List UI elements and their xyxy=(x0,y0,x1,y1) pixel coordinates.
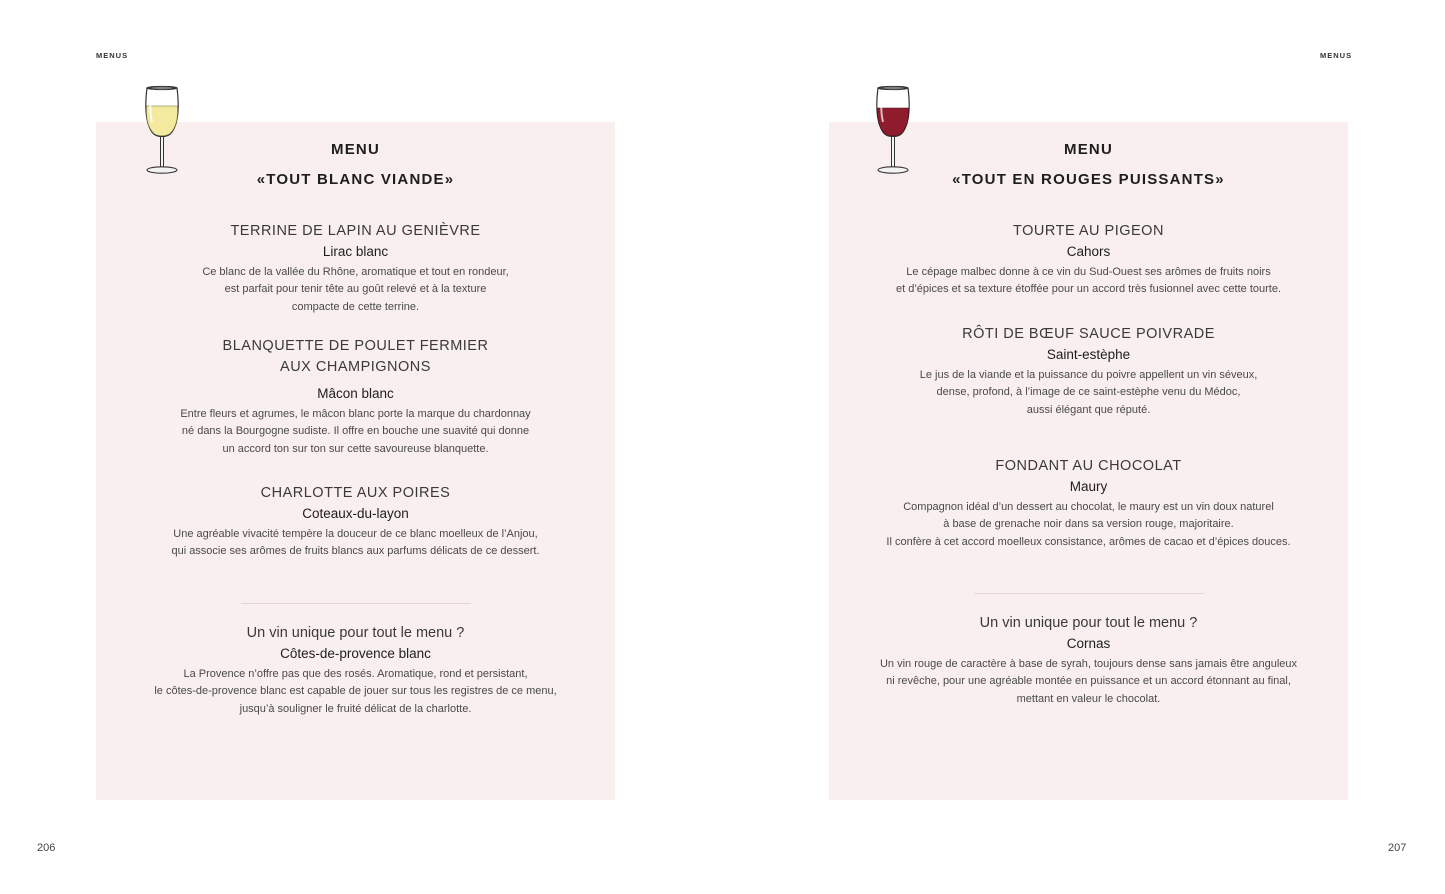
red-wine-glass-icon xyxy=(873,84,913,176)
description-line: Entre fleurs et agrumes, le mâcon blanc porte la marque du chardonnay xyxy=(180,408,531,420)
wine-name: Cornas xyxy=(1066,636,1111,651)
wine-name: Mâcon blanc xyxy=(317,386,394,401)
wine-description xyxy=(829,367,1348,419)
wine-description xyxy=(96,264,615,316)
running-head-left: MENUS xyxy=(96,51,129,60)
wine-name: Maury xyxy=(1069,479,1108,494)
description-line: dense, profond, à l’image de ce saint-estèphe venu du Médoc, xyxy=(936,386,1241,399)
description-line: jusqu’à souligner le fruité délicat de la charlotte. xyxy=(239,702,472,715)
wine-name: Cahors xyxy=(1066,244,1111,259)
menu-title: «TOUT EN ROUGES PUISSANTS» xyxy=(952,171,1225,188)
menu-label: MENU xyxy=(1064,141,1113,158)
menu-title: «TOUT BLANC VIANDE» xyxy=(256,171,455,188)
course-entree xyxy=(829,221,1348,299)
description-line: né dans la Bourgogne sudiste. Il offre en bouche une suavité qui donne xyxy=(181,425,530,438)
wine-name: Côtes-de-provence blanc xyxy=(280,646,431,661)
description-line: ni revêche, pour une agréable montée en puissance et un accord étonnant au final, xyxy=(886,675,1291,688)
unique-wine-question: Un vin unique pour tout le menu ? xyxy=(246,625,465,641)
description-line: aussi élégant que réputé. xyxy=(1026,403,1151,416)
description-line: La Provence n’offre pas que des rosés. Aromatique, rond et persistant, xyxy=(183,668,528,680)
divider xyxy=(241,603,471,604)
description-line: Une agréable vivacité tempère la douceur de ce blanc moelleux de l’Anjou, xyxy=(173,528,538,540)
dish-name: RÔTI DE BŒUF SAUCE POIVRADE xyxy=(962,326,1215,342)
wine-description xyxy=(829,499,1348,551)
course-dessert xyxy=(829,456,1348,551)
dish-name: CHARLOTTE AUX POIRES xyxy=(260,485,451,501)
description-line: Le cépage malbec donne à ce vin du Sud-Ouest ses arômes de fruits noirs xyxy=(906,266,1271,278)
description-line: et d’épices et sa texture étoffée pour un accord très fusionnel avec cette tourte. xyxy=(895,283,1282,296)
wine-description xyxy=(96,406,615,458)
description-line: qui associe ses arômes de fruits blancs aux parfums délicats de ce dessert. xyxy=(171,545,540,558)
description-line: Il confère à cet accord moelleux consistance, arômes de cacao et d’épices douces. xyxy=(886,535,1291,548)
description-line: Ce blanc de la vallée du Rhône, aromatique et tout en rondeur, xyxy=(202,266,509,278)
divider xyxy=(974,593,1204,594)
menu-label: MENU xyxy=(331,141,380,158)
description-line: compacte de cette terrine. xyxy=(291,300,420,313)
wine-name: Coteaux-du-layon xyxy=(302,506,409,521)
description-line: un accord ton sur ton sur cette savoureuse blanquette. xyxy=(222,442,489,455)
dish-name: BLANQUETTE DE POULET FERMIER xyxy=(222,338,489,354)
unique-wine-section xyxy=(829,613,1348,708)
menu-panel-red xyxy=(829,122,1348,800)
description-line: Un vin rouge de caractère à base de syrah, toujours dense sans jamais être anguleux xyxy=(879,658,1298,670)
unique-wine-question: Un vin unique pour tout le menu ? xyxy=(979,615,1198,631)
menu-panel-white xyxy=(96,122,615,800)
description-line: le côtes-de-provence blanc est capable de jouer sur tous les registres de ce menu, xyxy=(154,685,557,698)
dish-name: FONDANT AU CHOCOLAT xyxy=(995,458,1182,474)
wine-description xyxy=(96,666,615,718)
description-line: est parfait pour tenir tête au goût relevé et à la texture xyxy=(224,283,487,296)
unique-wine-section xyxy=(96,623,615,718)
running-head-right: MENUS xyxy=(1320,51,1353,60)
white-wine-glass-icon xyxy=(142,84,182,176)
wine-name: Lirac blanc xyxy=(322,244,389,259)
description-line: à base de grenache noir dans sa version rouge, majoritaire. xyxy=(943,518,1234,531)
page-number-right: 207 xyxy=(1388,842,1407,854)
wine-name: Saint-estèphe xyxy=(1046,347,1131,362)
course-main xyxy=(96,336,615,458)
course-dessert xyxy=(96,483,615,561)
wine-description xyxy=(96,526,615,561)
course-main xyxy=(829,324,1348,419)
wine-description xyxy=(829,656,1348,708)
description-line: Le jus de la viande et la puissance du poivre appellent un vin séveux, xyxy=(919,369,1258,381)
dish-name: TERRINE DE LAPIN AU GENIÈVRE xyxy=(230,223,481,239)
description-line: mettant en valeur le chocolat. xyxy=(1016,692,1161,705)
page-number-left: 206 xyxy=(37,842,56,854)
dish-name: TOURTE AU PIGEON xyxy=(1013,223,1164,239)
dish-name-line-2: AUX CHAMPIGNONS xyxy=(280,359,431,375)
description-line: Compagnon idéal d’un dessert au chocolat, le maury est un vin doux naturel xyxy=(903,501,1274,513)
course-entree xyxy=(96,221,615,316)
wine-description xyxy=(829,264,1348,299)
